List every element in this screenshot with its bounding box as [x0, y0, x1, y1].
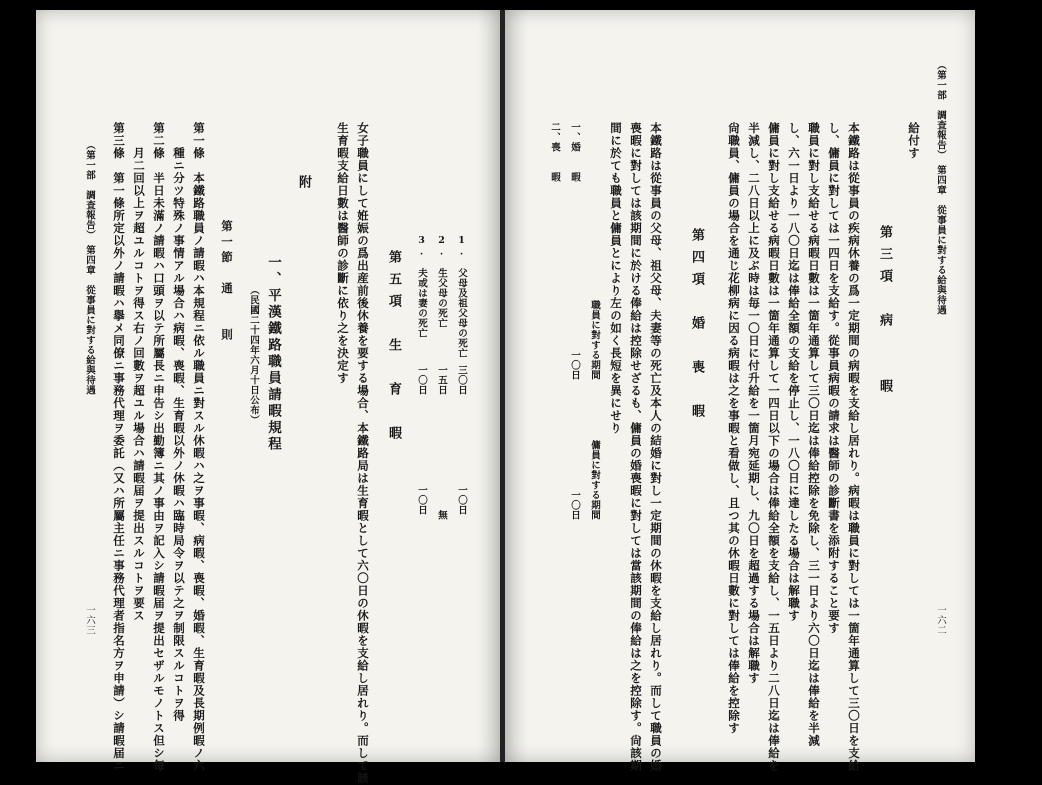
- table-cell: 一〇日: [416, 485, 427, 515]
- table-row-label: 2. 生父母の死亡: [436, 235, 447, 328]
- table-cell: 一〇日: [456, 485, 467, 515]
- text-line: 間に於ても職員と傭員とにより左の如く長短を異にせり: [609, 122, 623, 435]
- page-number: 一六二: [935, 605, 946, 635]
- table-row-label: 二、喪 暇: [549, 122, 560, 182]
- article-line: 第三條 第一條所定以外ノ請暇ハ擧メ同僚ニ事務代理ヲ委託（又ハ所屬主任ニ事務代理者指名方ヲ申請）シ請暇届ニ: [112, 122, 126, 772]
- right-page: [505, 10, 975, 772]
- left-page: [36, 10, 500, 785]
- section-heading: 第三項 病 暇: [877, 225, 892, 401]
- table-header: 傭員に對する期間: [589, 440, 600, 520]
- article-line: 第二條 半日未滿ノ請暇ハ口頭ヲ以テ所屬長ニ申告シ出勤簿ニ其ノ事由ヲ記入シ請暇届ヲ提出セザルモノトス但シ每: [152, 122, 166, 772]
- text-line: 生育暇支給日數は醫師の診斷に依り之を決定す: [336, 122, 350, 385]
- table-cell: 一〇日: [416, 365, 427, 395]
- table-row-label: 3. 夫或は妻の死亡: [416, 235, 427, 338]
- running-footer: （第一部 調査報告） 第四章 從事員に對する給與待遇: [84, 140, 95, 396]
- page-number: 一六三: [84, 605, 95, 635]
- article-line: 種ニ分ツ特殊ノ事情アル場合ハ病暇、喪暇、生育暇以外ノ休暇ハ臨時局令ヲ以テ之ヲ制限スルコトヲ得: [172, 122, 186, 722]
- chapter-heading: 第一節 通 則: [220, 220, 234, 344]
- regulation-date: （民國二十四年六月十日公布）: [248, 285, 259, 425]
- table-cell: 三〇日: [456, 365, 467, 395]
- text-line: 尙職員、傭員の場合を通じ花柳病に因る病暇は之を事暇と看做し、且つ其の休暇日數に對しては俸給を控除す: [727, 122, 741, 735]
- text-line: 喪暇に對しては該期間に於ける俸給は控除せざるも、傭員の婚喪暇に對しては當該期間の俸給は之を控除す。尙該期: [629, 122, 643, 772]
- text-line: 職員に對し支給せる病暇日數は一箇年通算して三〇日迄は俸給控除を免除し、三一日より六〇日迄は俸給を半減: [807, 122, 821, 747]
- table-cell: 無: [436, 510, 447, 520]
- table-cell: 一〇日: [569, 490, 580, 520]
- article-line: 月二回以上ヲ超ユルコトヲ得ス右ノ回數ヲ超ユル場合ハ請暇届ヲ提出スルコトヲ要ス: [132, 122, 146, 622]
- text-line: 本鐵路は從事員の疾病休養の爲一定期間の病暇を支給し居れり。病暇は職員に對しては一箇年通算して三〇日を支給: [847, 122, 861, 772]
- table-header: 職員に對する期間: [589, 300, 600, 380]
- text-line: 給付す: [907, 122, 921, 160]
- text-line: 傭員に對し支給せる病暇日數は一箇年通算して一四日以下の場合は俸給全額を支給し、一五日より二八日迄は俸給を: [767, 122, 781, 772]
- article-line: 第一條 本鐵路職員ノ請暇ハ本規程ニ依ル職員ニ對スル休暇ハ之ヲ事暇、病暇、喪暇、婚暇、生育暇及長期例暇ノ六: [192, 122, 206, 772]
- regulation-title: 一、平漢鐵路職員請暇規程: [265, 255, 281, 453]
- section-heading: 第四項 婚 喪 暇: [689, 228, 704, 426]
- table-cell: 一五日: [436, 365, 447, 395]
- running-header: （第一部 調査報告） 第四章 從事員に對する給與待遇: [935, 60, 946, 316]
- text-line: 本鐵路は從事員の父母、祖父母、夫妻等の死亡及本人の結婚に對し一定期間の休暇を支給し居れり。而して職員の婚: [649, 122, 663, 772]
- table-row-label: 1. 父母及祖父母の死亡: [456, 235, 467, 358]
- text-line: 半減し、二八日以上に及ぶ時は毎一〇日に付升給を一箇月宛延期し、九〇日を超過する場合は解職す: [747, 122, 761, 685]
- text-line: し、傭員に對しては一四日を支給す。從事員病暇の請求は醫師の診斷書を添附すること要す: [827, 122, 841, 635]
- appendix-label: 附: [296, 175, 311, 197]
- table-cell: 一〇日: [569, 350, 580, 380]
- table-row-label: 一、婚 暇: [569, 122, 580, 182]
- text-line: し、六一日より一八〇日迄は俸給全額の支給を停止し、一八〇日に達したる場合は解職す: [787, 122, 801, 622]
- section-heading: 第五項 生 育 暇: [386, 250, 401, 448]
- text-line: 女子職員にして姙娠の爲出産前後休養を要する場合、本鐵路局は生育暇として六〇日の休暇を支給し居れり。而して該: [356, 122, 370, 785]
